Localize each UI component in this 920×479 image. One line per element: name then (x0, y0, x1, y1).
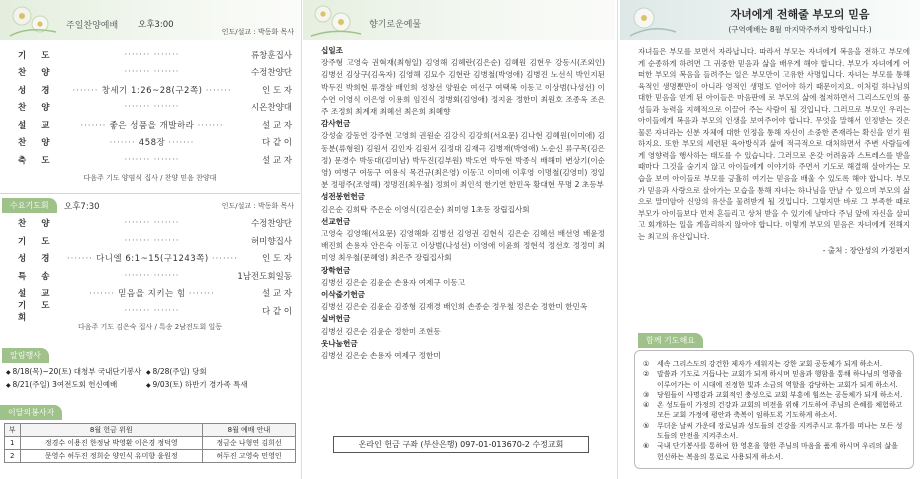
leader-dots: ······· (109, 138, 136, 149)
online-account: 온라인 헌금 구좌 (부산은행) 097-01-013670-2 수정교회 (333, 436, 589, 453)
order-detail (74, 136, 230, 148)
leader-dots: ······· (153, 154, 180, 165)
essay-subtitle: (구역예배는 8월 마지막주까지 방학입니다.) (728, 25, 872, 34)
news-item: ◆ 8/28(주일) 당회 (146, 366, 296, 377)
offerings-panel (303, 0, 615, 479)
offering-names: 김병선 김은순 김윤순 손용자 여제구 이동고 (321, 277, 466, 287)
order-person: 시온찬양대 (250, 103, 292, 114)
list-item (643, 369, 905, 390)
order-row (18, 46, 292, 64)
news-section (0, 348, 300, 390)
sunday-title: 주일찬양예배 (66, 21, 119, 31)
order-row (18, 134, 292, 152)
flower-icon (628, 2, 678, 38)
list-item (643, 421, 905, 442)
wednesday-tab: 수요기도회 (2, 198, 57, 213)
order-person: 다 같 이 (261, 138, 292, 149)
news-item: ◆ 8/18(목)~20(토) 대청부 국내단기봉사 (6, 366, 146, 377)
news-tab: 알림행사 (2, 348, 49, 363)
leader-dots: ······· (153, 49, 180, 60)
table-header: 부 (5, 424, 21, 437)
order-person: 수정찬양단 (250, 219, 292, 230)
leader-dots: ······· (153, 305, 180, 316)
news-list (0, 363, 300, 390)
list-item (643, 441, 905, 462)
order-label: 기도회 (18, 300, 65, 323)
leader-dots: ······· (124, 49, 151, 60)
order-label: 찬양 (18, 219, 65, 230)
leader-dots: ······· (72, 85, 99, 96)
offering-category: 장학헌금 (321, 265, 351, 275)
flower-icon (311, 2, 361, 38)
order-row (18, 99, 292, 117)
item-number: ③ (643, 390, 650, 399)
offering-category: 실버헌금 (321, 314, 351, 324)
order-detail-text: 좋은 성품을 개발하라 (109, 120, 195, 131)
order-detail (74, 271, 230, 281)
offering-category: 선교헌금 (321, 216, 351, 226)
essay-header (620, 0, 920, 40)
order-person: 다 같 이 (261, 306, 292, 317)
item-number: ⑥ (643, 442, 650, 451)
offering-category: 옷나눔헌금 (321, 338, 358, 348)
order-person: 허미향집사 (250, 236, 292, 247)
offering-names: 강성술 강동연 강주현 고영희 권원순 김강식 김강희(서요문) 김나현 김혜원(이미애) 김동분(류형원) 김원서 김인자 김원서 김정대 김재극 김병재(박영애) 노순신 류구목(김은정) 문경수 박동대(김미남) 박두진(김부원) 박도연 박두현 박종식 배해미 변상기(이순영) 여병구 여동구 여용식 목건규(최은영) 이동고 이미애 이후영 이명철(김영미) 정일분 정평주(조영해) 정명진(최우철) 정희이 최인석 한기연 한민옥 황대현 무명 2 초등부 (321, 131, 605, 190)
order-detail (73, 84, 232, 96)
sunday-next-note: 다음주 기도 양염식 집사 / 찬양 믿음 찬양대 (83, 173, 217, 182)
item-number: ② (643, 370, 650, 379)
sunday-time: 오후3:00 (138, 20, 174, 30)
order-detail (74, 102, 230, 112)
offering-names: 김병선 김은순 김윤순 김종형 김재경 배인희 손종순 정우철 정은순 정한미 한민옥 (321, 302, 588, 312)
leader-dots: ······· (153, 67, 180, 78)
table-cell: 2 (5, 450, 21, 463)
order-detail-text: 믿음을 지키는 힘 (118, 289, 186, 300)
leader-dots: ······· (168, 138, 195, 149)
wednesday-leader: 인도/설교 : 박동화 목사 (221, 201, 294, 210)
table-row (5, 437, 296, 450)
table-row (5, 450, 296, 463)
order-label: 성경 (18, 254, 65, 265)
worship-order-panel (0, 0, 300, 479)
order-label: 찬양 (18, 103, 65, 114)
prayer-topic-text: 국내 단기봉사를 통하여 한 영혼을 향한 주님의 마음을 품게 하시며 우리의 삶을 헌신하는 복음의 통로로 사용되게 하소서. (657, 442, 898, 461)
table-cell: 1 (5, 437, 21, 450)
leader-dots: ······· (205, 85, 232, 96)
list-item (643, 390, 905, 400)
column-divider (617, 0, 618, 479)
leader-dots: ······· (153, 270, 180, 281)
table-cell: 문영수 허두진 정희순 양인식 유미향 윤원정 (20, 450, 202, 463)
order-detail (74, 50, 230, 60)
offering-category: 십일조 (321, 46, 344, 55)
order-person: 류창훈집사 (250, 50, 292, 61)
leader-dots: ······· (153, 235, 180, 246)
news-item: ◆ 8/21(주일) 3여전도회 헌신예배 (6, 379, 146, 390)
wednesday-order-list (0, 213, 300, 323)
order-detail (74, 236, 230, 246)
order-person: 1남전도회일동 (237, 271, 292, 282)
offerings-list (303, 40, 615, 362)
volunteer-table (4, 423, 296, 463)
leader-dots: ······· (124, 305, 151, 316)
table-header: 8월 예배 안내 (202, 424, 295, 437)
offering-names: 김은순 김희탁 주은순 이영식(김은순) 최미영 1초등 장립집사회 (321, 204, 530, 214)
offering-category: 이삭줍기헌금 (321, 290, 366, 300)
order-label: 설교 (18, 120, 65, 131)
sunday-order-list (0, 40, 300, 169)
essay-panel (620, 0, 920, 479)
order-person: 인 도 자 (261, 85, 292, 96)
order-person: 설 교 자 (261, 120, 292, 131)
item-number: ④ (643, 401, 650, 410)
offerings-header (303, 0, 615, 40)
news-item: ◆ 9/03(토) 하반기 경가족 특새 (146, 379, 296, 390)
leader-dots: ······· (124, 67, 151, 78)
leader-dots: ······· (124, 218, 151, 229)
table-cell: 허두진 고영숙 민영인 (202, 450, 295, 463)
leader-dots: ······· (89, 289, 116, 300)
essay-body: 자녀들은 부모를 보면서 자라납니다. 따라서 부모는 자녀에게 복음을 전하고 부모에게 순종하게 하려면 그 귀중한 믿음과 삶을 배우게 해야 합니다. 부모가 자녀에게 어떠한 부모의 복음을 들려주는 일은 부모만이 고유한 사명입니다. 자녀는 부모를 통해 육적인 생명뿐만이 아니라 영적인 생명도 얻어야 하기 때문이지요. 이처럼 하나님의 대한 믿음을 얻게 된 아이들은 마음판에 로 부모의 삶에 철저하면서 그리스도인의 품성들과 능력을 지혜적으로 이끌어 주는 사람이 될 것입니다. 그러므로 부모인 우리는 아이들에게 복음과 부모의 인생을 보여주어야 합니다. 무엇을 말해서 인정받는 것은 물론 자녀라는 신분 자체에 대한 인정을 통해 자신이 소중한 존재라는 확신을 얻기 원하지요. 또한 부모의 세련된 육아방식과 삶에 적극적으로 대처하면서 주변 사람들에게 영향력을 행사하는 태도를 수 있습니다. 그러므로 온갖 어려움과 스트레스를 받을 때마다 그것을 숨기지 않고 아이들에게 이야기하 주면서 기도로 해결해 살아가는 모습을 보여 아이들로 부모를 긍휼히 여기는 믿음을 배울 수 있도록 해야 합니다. 부모가 믿음과 사랑으로 살아가는 모습을 통해 자녀는 하나님을 만날 수 있으며 부모의 삶으로 말미암아 신앙의 유산을 물려받게 될 것입니다. 그렇지만 바로 그 부족한 때로 부모가 아이들보다 먼저 흔들리고 상처 받을 수 있기에 날마다 주님 앞에 자신을 살피고 회개하는 일을 게을리하지 않아야 합니다. 이렇게 부모의 믿음은 자녀에게 전해지는 최고의 유산입니다. (638, 47, 910, 241)
order-detail (74, 155, 230, 165)
leader-dots: ······· (153, 102, 180, 113)
order-detail-text: 458장 (138, 138, 166, 149)
list-item (643, 400, 905, 421)
order-label: 설교 (18, 289, 65, 300)
sunday-header (0, 0, 300, 40)
order-detail (67, 252, 238, 264)
prayer-topic-text: 무더운 날씨 가운데 장로님과 성도들의 건강을 지켜주시고 휴가를 떠나는 모든 성도들의 안전을 지켜주소서. (657, 421, 903, 441)
offering-names: 김병선 김은순 김윤순 정한미 조현동 (321, 326, 441, 336)
offering-category: 감사헌금 (321, 119, 351, 129)
leader-dots: ······· (188, 289, 215, 300)
prayer-topics-list (634, 350, 914, 469)
essay-source: - 출처 : 장안성의 가정편지 (822, 246, 910, 256)
wednesday-time: 오후7:30 (64, 201, 100, 212)
order-label: 찬양 (18, 138, 65, 149)
flower-icon (8, 2, 58, 38)
item-number: ① (643, 360, 650, 368)
leader-dots: ······· (124, 154, 151, 165)
prayer-topics-tab: 함께 기도해요 (638, 333, 703, 348)
order-row (18, 81, 292, 99)
leader-dots: ······· (80, 120, 107, 131)
order-detail-text: 창세기 1:26~28(구2쪽) (101, 85, 203, 96)
table-header: 8월 헌금 위원 (20, 424, 202, 437)
order-detail-text: 다니엘 6:1~15(구1243쪽) (96, 254, 209, 265)
leader-dots: ······· (211, 254, 238, 265)
leader-dots: ······· (153, 218, 180, 229)
prayer-topic-text: 온 성도들이 가정의 건강과 교회의 비전을 위해 기도하여 주님의 은혜를 체험하고 모든 교회 가정에 평안과 축복이 임하도록 기도하게 하소서. (657, 401, 903, 420)
order-detail (74, 67, 230, 77)
order-label: 성경 (18, 85, 65, 96)
wednesday-header (0, 193, 300, 213)
prayer-topics-section (634, 333, 914, 469)
leader-dots: ······· (197, 120, 224, 131)
volunteer-tab: 이달의봉사자 (0, 405, 62, 420)
leader-dots: ······· (124, 270, 151, 281)
order-label: 기도 (18, 50, 65, 61)
order-detail (74, 119, 230, 131)
order-row (18, 300, 292, 323)
sunday-leader: 인도/설교 : 박동화 목사 (221, 28, 294, 36)
order-label: 축도 (18, 155, 65, 166)
table-cell: 정금순 나형연 김희선 (202, 437, 295, 450)
order-row (18, 267, 292, 285)
prayer-topic-text: 당원들이 사명감과 교회적인 충성으로 교회 부흥에 힘쓰는 공동체가 되게 하소서. (657, 390, 903, 399)
order-detail (74, 306, 230, 316)
order-person: 설 교 자 (261, 289, 292, 300)
offering-names: 장주형 고영숙 권혁재(최형일) 김영해 김혜란(김은순) 김혜원 김현우 강동시(조외인) 김병선 김상구(김옥자) 김영해 김묘수 김현란 김병철(박영애) 김병진 노선식 박인지된 박두진 박희현 류경삼 배인희 성창선 양원순 여선구 여택복 이동고 이상범(나성선) 이수연 이영식 이은영 이용희 임진식 정병회(김영애) 정지윤 정한미 최원호 조종옥 조은주 조정희 최계재 최혜선 최은희 최혜향 (321, 58, 605, 117)
order-person: 수정찬양단 (250, 68, 292, 79)
item-number: ⑤ (643, 421, 650, 430)
offering-names: 김병선 김은순 손용자 여제구 정한미 (321, 351, 441, 361)
order-person: 설 교 자 (261, 155, 292, 166)
order-label: 찬양 (18, 68, 65, 79)
order-row (18, 250, 292, 268)
prayer-topic-text: 말씀과 기도로 거듭나는 교회가 되게 하시며 믿음과 행함을 통해 하나님의 영광을 이루어가는 이 시대에 진정한 빛과 소금의 역할을 감당하는 교회가 되게 하소서. (657, 370, 903, 389)
list-item (643, 359, 905, 369)
order-person: 인 도 자 (261, 254, 292, 265)
leader-dots: ······· (66, 254, 93, 265)
order-row (18, 151, 292, 169)
order-row (18, 215, 292, 233)
order-row (18, 232, 292, 250)
order-detail (74, 218, 230, 228)
essay-title: 자녀에게 전해줄 부모의 믿음 (730, 8, 870, 21)
prayer-topic-text: 세속 그리스도의 강건한 제자가 세워지는 강한 교회 공동체가 되게 하소서. (657, 360, 883, 368)
leader-dots: ······· (124, 102, 151, 113)
order-label: 기도 (18, 236, 65, 247)
order-detail (74, 287, 230, 299)
offering-names: 고영숙 김영해(서요문) 김영해화 김병선 김영권 김현식 김은순 김혜선 배선영 배윤정 배진희 손용자 안은숙 이동고 이상범(나성선) 이영애 이윤희 정현석 정선호 정정미 최미영 최우철(문혜영) 최은주 장립집사회 (321, 229, 605, 263)
order-row (18, 64, 292, 82)
offering-category: 성전봉헌헌금 (321, 192, 366, 202)
offerings-title: 향기로운예물 (369, 20, 422, 30)
volunteer-section (0, 405, 300, 463)
column-divider (301, 0, 302, 479)
leader-dots: ······· (124, 235, 151, 246)
order-label: 특송 (18, 271, 65, 282)
order-row (18, 116, 292, 134)
table-cell: 정경수 이용진 한정남 박영환 이은경 정덕영 (20, 437, 202, 450)
wednesday-next-note: 다음주 기도 김은숙 집사 / 특송 2남전도회 일동 (77, 322, 223, 331)
